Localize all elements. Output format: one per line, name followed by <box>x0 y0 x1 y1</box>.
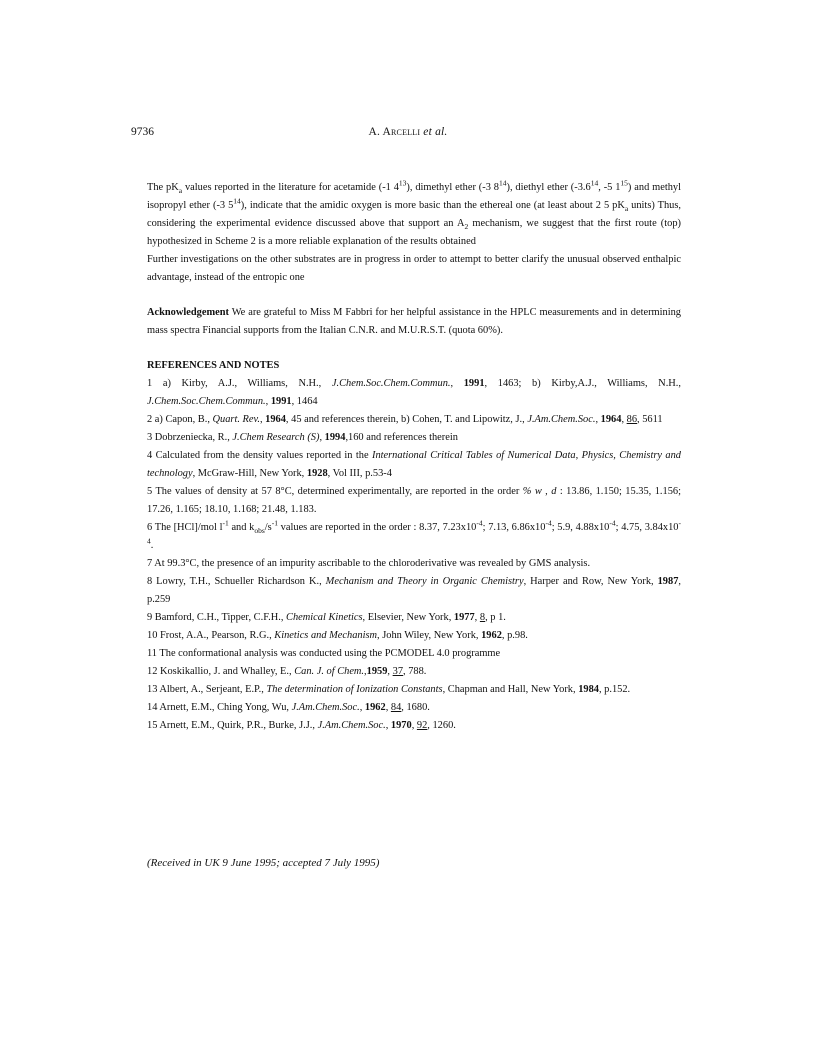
article-body <box>147 179 681 735</box>
references-title: REFERENCES AND NOTES <box>147 360 280 371</box>
reference-1: 1 a) Kirby, A.J., Williams, N.H., J.Chem.Soc.Chem.Commun., 1991, 1463; b) Kirby,A.J., Williams, N.H., J.Chem.Soc.Chem.Commun., 1991, 1464 <box>147 378 681 407</box>
paragraph-further: Further investigations on the other substrates are in progress in order to attempt to better clarify the unusual observed enthalpic advantage, instead of the entropic one <box>147 254 681 283</box>
reference-13: 13 Albert, A., Serjeant, E.P., The determination of Ionization Constants, Chapman and Hall, New York, 1984, p.152. <box>147 684 631 695</box>
received-date-note: (Received in UK 9 June 1995; accepted 7 July 1995) <box>147 857 380 869</box>
acknowledgement: Acknowledgement We are grateful to Miss M Fabbri for her helpful assistance in the HPLC measurements and in determining mass spectra Financial supports from the Italian C.N.R. and M.U.R.S.T. (quota 60%). <box>147 307 681 336</box>
reference-4: 4 Calculated from the density values reported in the International Critical Tables of Numerical Data, Physics, Chemistry and technology, McGraw-Hill, New York, 1928, Vol III, p.53-4 <box>147 450 681 479</box>
reference-6: 6 The [HCl]/mol $l^{-1}$ and $k_{obs}/s^{-1}$ values are reported in the order : 8.37, $7.23x10^{-4}$; 7.13, $6.86x10^{-4}$; 5.9, $4.88x10^{-4}$; 4.75, $3.84x10^{-4}$. <box>147 518 681 551</box>
paragraph-pka: The $pK_a$ values reported in the literature for acetamide (-1 $4^{13}$), dimethyl ether (-3 $8^{14}$), diethyl ether ($-3.6^{14}$, -5 $1^{15}$) and methyl isopropyl ether (-3 $5^{14}$), indicate that the amidic oxygen is more basic than the ethereal one (at least about 2 5 $pK_a$ units) Thus, considering the experimental evidence discussed above that support an $A_2$ mechanism, we suggest that the first route (top) hypothesized in Scheme 2 is a more reliable explanation of the results obtained <box>147 178 681 247</box>
reference-15: 15 Arnett, E.M., Quirk, P.R., Burke, J.J., J.Am.Chem.Soc., 1970, 92, 1260. <box>147 720 456 731</box>
reference-8: 8 Lowry, T.H., Schueller Richardson K., Mechanism and Theory in Organic Chemistry, Harper and Row, New York, 1987, p.259 <box>147 576 681 605</box>
page-number: 9736 <box>131 126 154 138</box>
reference-11: 11 The conformational analysis was conducted using the PCMODEL 4.0 programme <box>147 648 501 659</box>
reference-3: 3 Dobrzeniecka, R., J.Chem Research (S), 1994,160 and references therein <box>147 432 458 443</box>
reference-5: 5 The values of density at 57 8°C, determined experimentally, are reported in the order % w , d : 13.86, 1.150; 15.35, 1.156; 17.26, 1.165; 18.10, 1.168; 21.48, 1.183. <box>147 486 681 515</box>
reference-9: 9 Bamford, C.H., Tipper, C.F.H., Chemical Kinetics, Elsevier, New York, 1977, 8, p 1. <box>147 612 506 623</box>
reference-14: 14 Arnett, E.M., Ching Yong, Wu, J.Am.Chem.Soc., 1962, 84, 1680. <box>147 702 430 713</box>
reference-10: 10 Frost, A.A., Pearson, R.G., Kinetics and Mechanism, John Wiley, New York, 1962, p.98. <box>147 630 528 641</box>
reference-7: 7 At 99.3°C, the presence of an impurity ascribable to the chloroderivative was revealed by GMS analysis. <box>147 558 591 569</box>
reference-12: 12 Koskikallio, J. and Whalley, E., Can. J. of Chem.,1959, 37, 788. <box>147 666 427 677</box>
acknowledgement-heading: Acknowledgement <box>147 307 229 318</box>
reference-2: 2 a) Capon, B., Quart. Rev., 1964, 45 and references therein, b) Cohen, T. and Lipowitz, J., J.Am.Chem.Soc., 1964, 86, 5611 <box>147 414 663 425</box>
running-header-authors: A. Arcelli et al. <box>368 126 448 138</box>
